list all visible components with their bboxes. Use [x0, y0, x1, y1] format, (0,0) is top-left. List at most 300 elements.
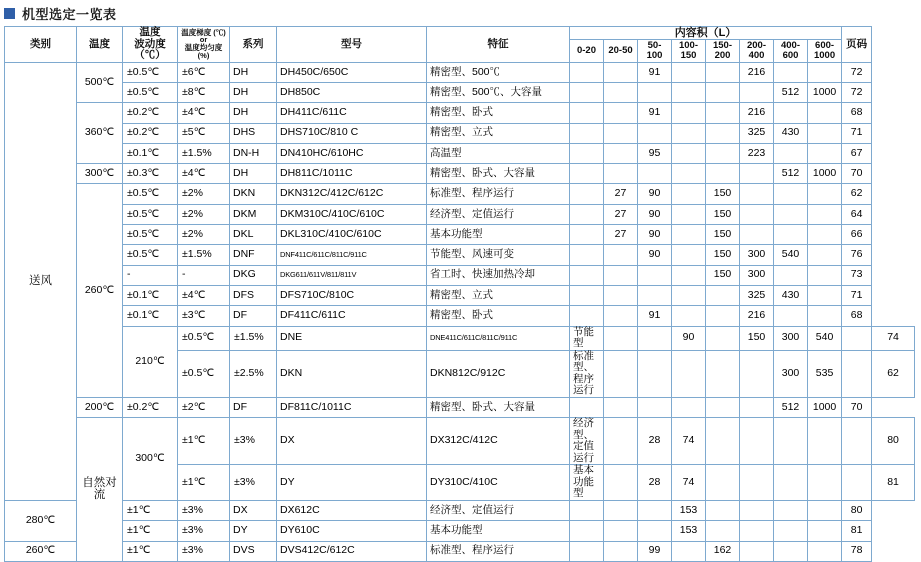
cell-volume-600-1000 [808, 541, 842, 561]
cell-model: DH811C/1011C [277, 164, 427, 184]
cell-series: DHS [230, 123, 277, 143]
table-row [5, 164, 915, 184]
cell-volume-400-600: 540 [774, 245, 808, 265]
cell-volume-150-200 [706, 285, 740, 305]
cell-volume-0-20 [570, 82, 604, 102]
cell-volume-200-400: 300 [740, 245, 774, 265]
cell-volume-50-100: 90 [638, 184, 672, 204]
cell-volume-50-100: 74 [672, 418, 706, 465]
cell-volume-200-400: 300 [740, 265, 774, 285]
cell-volume-100-150 [672, 62, 706, 82]
cell-volume-50-100 [638, 265, 672, 285]
cell-volume-600-1000: 1000 [808, 164, 842, 184]
cell-temperature: 360℃ [77, 103, 123, 164]
cell-volume-400-600 [774, 143, 808, 163]
cell-wave: ±0.2℃ [123, 103, 178, 123]
cell-volume-600-1000 [808, 245, 842, 265]
cell-volume-400-600: 512 [774, 164, 808, 184]
cell-series: DKL [230, 225, 277, 245]
cell-model: DVS412C/612C [277, 541, 427, 561]
cell-model: DKM310C/410C/610C [277, 204, 427, 224]
cell-volume-200-400 [740, 184, 774, 204]
cell-volume-0-20 [570, 500, 604, 520]
cell-uniformity: ±8℃ [178, 82, 230, 102]
cell-volume-0-20 [570, 265, 604, 285]
table-row [5, 500, 915, 520]
cell-wave: ±0.1℃ [123, 285, 178, 305]
cell-wave: ±0.5℃ [123, 62, 178, 82]
cell-wave: ±0.2℃ [123, 397, 178, 417]
cell-volume-150-200: 150 [706, 245, 740, 265]
cell-model: DKG611/611V/811/811V [277, 265, 427, 285]
cell-volume-100-150 [706, 350, 740, 397]
table-row [5, 82, 915, 102]
col-header-feature: 特征 [427, 27, 570, 63]
cell-volume-0-20 [570, 123, 604, 143]
cell-feature: 经济型、定值运行 [427, 500, 570, 520]
cell-page: 80 [872, 418, 915, 465]
col-header-page: 页码 [842, 27, 872, 63]
table-row [5, 418, 915, 465]
cell-volume-0-20 [604, 418, 638, 465]
cell-model: DF411C/611C [277, 306, 427, 326]
square-bullet-icon [4, 8, 15, 19]
cell-volume-150-200 [706, 62, 740, 82]
cell-volume-100-150 [672, 82, 706, 102]
cell-wave: ±1℃ [123, 500, 178, 520]
table-row [5, 265, 915, 285]
cell-volume-400-600 [774, 521, 808, 541]
cell-model: DFS710C/810C [277, 285, 427, 305]
cell-volume-20-50 [604, 285, 638, 305]
cell-volume-150-200: 150 [706, 204, 740, 224]
cell-feature: 节能型、风速可变 [427, 245, 570, 265]
cell-volume-200-400: 300 [774, 326, 808, 350]
cell-volume-600-1000 [842, 350, 872, 397]
cell-wave: ±1℃ [178, 418, 230, 465]
col-header-series: 系列 [230, 27, 277, 63]
cell-volume-150-200 [706, 123, 740, 143]
cell-volume-600-1000 [808, 204, 842, 224]
cell-volume-150-200 [706, 143, 740, 163]
cell-volume-0-20 [570, 306, 604, 326]
cell-model: DN410HC/610HC [277, 143, 427, 163]
cell-volume-400-600 [774, 265, 808, 285]
table-row [5, 541, 915, 561]
cell-uniformity: ±1.5% [178, 143, 230, 163]
cell-feature: 基本功能型 [427, 225, 570, 245]
cell-volume-0-20 [570, 143, 604, 163]
cell-wave: ±0.5℃ [123, 204, 178, 224]
cell-volume-200-400: 325 [740, 123, 774, 143]
cell-uniformity: ±1.5% [230, 326, 277, 350]
cell-series: DH [230, 82, 277, 102]
cell-volume-20-50 [604, 265, 638, 285]
cell-uniformity: ±2℃ [178, 397, 230, 417]
col-header-uniformity-line2: 温度均匀度 (%) [184, 43, 223, 61]
cell-uniformity: ±4℃ [178, 103, 230, 123]
cell-volume-50-100 [638, 82, 672, 102]
cell-model: DNF411C/611C/811C/911C [277, 245, 427, 265]
cell-volume-20-50 [604, 62, 638, 82]
cell-wave: ±1℃ [123, 541, 178, 561]
col-header-volume-200-400: 200-400 [740, 40, 774, 62]
cell-volume-150-200 [740, 465, 774, 501]
cell-volume-400-600: 512 [774, 397, 808, 417]
page-title [0, 0, 921, 26]
col-header-uniformity-line1: 温度梯度 (℃) or [181, 27, 226, 45]
cell-volume-50-100: 90 [638, 225, 672, 245]
table-row [5, 143, 915, 163]
cell-page: 62 [842, 184, 872, 204]
cell-volume-600-1000 [808, 62, 842, 82]
cell-page: 72 [842, 62, 872, 82]
cell-volume-600-1000 [808, 500, 842, 520]
cell-volume-50-100 [638, 285, 672, 305]
table-row [5, 285, 915, 305]
cell-model: DNE411C/611C/811C/911C [427, 326, 570, 350]
col-header-wave-line3: （℃） [134, 49, 166, 62]
cell-page: 62 [872, 350, 915, 397]
cell-volume-150-200 [706, 521, 740, 541]
cell-volume-150-200 [706, 306, 740, 326]
cell-volume-150-200 [740, 418, 774, 465]
cell-volume-100-150 [672, 143, 706, 163]
table-row [5, 184, 915, 204]
cell-page: 76 [842, 245, 872, 265]
cell-volume-600-1000 [808, 123, 842, 143]
cell-model: DH850C [277, 82, 427, 102]
cell-volume-600-1000 [842, 465, 872, 501]
col-header-wave-line1: 温度 [139, 26, 161, 38]
cell-series: DY [230, 521, 277, 541]
cell-volume-20-50 [604, 164, 638, 184]
cell-volume-400-600: 430 [774, 123, 808, 143]
cell-volume-200-400 [774, 465, 808, 501]
cell-feature: 节能型 [570, 326, 604, 350]
cell-wave: ±0.5℃ [178, 350, 230, 397]
cell-page: 68 [842, 306, 872, 326]
table-body [5, 62, 915, 561]
col-header-model: 型号 [277, 27, 427, 63]
cell-volume-50-100: 91 [638, 62, 672, 82]
cell-temperature: 260℃ [77, 184, 123, 397]
cell-uniformity: ±4℃ [178, 285, 230, 305]
cell-volume-20-50 [604, 541, 638, 561]
cell-volume-600-1000 [842, 418, 872, 465]
cell-volume-0-20 [604, 465, 638, 501]
cell-volume-150-200 [706, 164, 740, 184]
cell-volume-20-50 [638, 326, 672, 350]
cell-uniformity: ±3% [230, 418, 277, 465]
col-header-volume-20-50: 20-50 [604, 40, 638, 62]
cell-volume-600-1000 [808, 265, 842, 285]
cell-volume-400-600 [774, 103, 808, 123]
cell-volume-20-50 [604, 143, 638, 163]
cell-volume-200-400 [740, 521, 774, 541]
cell-volume-50-100 [638, 397, 672, 417]
cell-volume-400-600 [808, 465, 842, 501]
cell-volume-200-400: 216 [740, 103, 774, 123]
cell-feature: 标准型、程序运行 [570, 350, 604, 397]
cell-volume-200-400 [740, 82, 774, 102]
cell-series: DKM [230, 204, 277, 224]
cell-volume-200-400: 223 [740, 143, 774, 163]
cell-feature: 精密型、卧式 [427, 306, 570, 326]
cell-volume-600-1000: 1000 [808, 82, 842, 102]
cell-volume-0-20 [570, 62, 604, 82]
cell-model: DX612C [277, 500, 427, 520]
cell-series: DKN [230, 184, 277, 204]
cell-series: DY [277, 465, 427, 501]
cell-page: 78 [842, 541, 872, 561]
cell-feature: 精密型、卧式、大容量 [427, 397, 570, 417]
cell-volume-0-20 [570, 184, 604, 204]
cell-volume-600-1000 [808, 306, 842, 326]
cell-volume-200-400: 325 [740, 285, 774, 305]
cell-page: 64 [842, 204, 872, 224]
cell-volume-100-150 [672, 285, 706, 305]
cell-volume-150-200 [706, 103, 740, 123]
cell-volume-20-50 [638, 350, 672, 397]
cell-page: 71 [842, 285, 872, 305]
cell-volume-150-200 [706, 397, 740, 417]
cell-temperature: 300℃ [77, 164, 123, 184]
cell-series: DN-H [230, 143, 277, 163]
table-row [5, 204, 915, 224]
cell-temperature: 200℃ [77, 397, 123, 417]
cell-series: DX [277, 418, 427, 465]
cell-volume-0-20 [570, 204, 604, 224]
cell-volume-600-1000 [808, 103, 842, 123]
cell-category: 自然对流 [77, 418, 123, 562]
cell-wave: ±0.3℃ [123, 164, 178, 184]
cell-page: 81 [842, 521, 872, 541]
col-header-wave [123, 27, 178, 63]
cell-feature: 经济型、定值运行 [427, 204, 570, 224]
cell-model: DHS710C/810 C [277, 123, 427, 143]
cell-volume-400-600: 430 [774, 285, 808, 305]
cell-volume-0-20 [604, 326, 638, 350]
cell-volume-50-100 [638, 164, 672, 184]
table-row [5, 521, 915, 541]
cell-wave: ±0.5℃ [123, 82, 178, 102]
cell-uniformity: ±4℃ [178, 164, 230, 184]
cell-page: 66 [842, 225, 872, 245]
cell-series: DH [230, 62, 277, 82]
col-header-uniformity [178, 27, 230, 63]
cell-series: DKN [277, 350, 427, 397]
table-row [5, 62, 915, 82]
cell-model: DY310C/410C [427, 465, 570, 501]
col-header-volume-50-100: 50-100 [638, 40, 672, 62]
cell-page: 73 [842, 265, 872, 285]
cell-volume-100-150 [672, 164, 706, 184]
cell-feature: 高温型 [427, 143, 570, 163]
page-title-text: 机型选定一览表 [22, 6, 117, 22]
cell-volume-50-100: 99 [638, 541, 672, 561]
cell-volume-600-1000 [842, 326, 872, 350]
table-row [5, 103, 915, 123]
table-header [5, 27, 915, 63]
cell-volume-100-150: 153 [672, 500, 706, 520]
cell-uniformity: ±3% [178, 500, 230, 520]
cell-volume-150-200 [706, 82, 740, 102]
cell-volume-100-150 [672, 225, 706, 245]
cell-page: 81 [872, 465, 915, 501]
cell-uniformity: ±3% [178, 521, 230, 541]
cell-series: DF [230, 397, 277, 417]
cell-model: DY610C [277, 521, 427, 541]
cell-volume-200-400: 216 [740, 62, 774, 82]
cell-volume-0-20 [570, 521, 604, 541]
cell-wave: ±0.5℃ [123, 245, 178, 265]
cell-volume-100-150 [672, 204, 706, 224]
cell-volume-0-20 [604, 350, 638, 397]
cell-wave: - [123, 265, 178, 285]
cell-volume-50-100: 91 [638, 306, 672, 326]
cell-uniformity: - [178, 265, 230, 285]
cell-volume-50-100 [638, 500, 672, 520]
cell-volume-600-1000 [808, 521, 842, 541]
cell-uniformity: ±2.5% [230, 350, 277, 397]
cell-temperature: 280℃ [5, 500, 77, 541]
cell-temperature: 260℃ [5, 541, 77, 561]
col-header-volume-150-200: 150-200 [706, 40, 740, 62]
col-header-wave-line2: 波动度 [134, 37, 166, 50]
cell-series: DNE [277, 326, 427, 350]
cell-volume-50-100: 90 [638, 204, 672, 224]
cell-volume-0-20 [570, 245, 604, 265]
cell-volume-100-150 [706, 418, 740, 465]
col-header-volume-0-20: 0-20 [570, 40, 604, 62]
cell-feature: 省工时、快速加热冷却 [427, 265, 570, 285]
cell-volume-600-1000 [808, 143, 842, 163]
cell-volume-20-50 [604, 306, 638, 326]
cell-volume-150-200: 150 [706, 225, 740, 245]
cell-uniformity: ±6℃ [178, 62, 230, 82]
table-row [5, 225, 915, 245]
col-header-volume-100-150: 100-150 [672, 40, 706, 62]
cell-volume-400-600 [774, 184, 808, 204]
cell-page: 80 [842, 500, 872, 520]
cell-uniformity: ±2% [178, 204, 230, 224]
cell-volume-20-50 [604, 123, 638, 143]
cell-volume-20-50 [604, 397, 638, 417]
cell-volume-100-150 [672, 541, 706, 561]
cell-volume-100-150: 153 [672, 521, 706, 541]
cell-uniformity: ±5℃ [178, 123, 230, 143]
cell-volume-200-400 [740, 397, 774, 417]
cell-series: DFS [230, 285, 277, 305]
cell-volume-50-100 [638, 521, 672, 541]
col-header-category: 类别 [5, 27, 77, 63]
cell-series: DVS [230, 541, 277, 561]
cell-volume-50-100: 91 [638, 103, 672, 123]
table-row [5, 245, 915, 265]
cell-feature: 基本功能型 [570, 465, 604, 501]
cell-model: DH411C/611C [277, 103, 427, 123]
cell-feature: 标准型、程序运行 [427, 541, 570, 561]
cell-volume-20-50: 28 [638, 465, 672, 501]
cell-volume-20-50: 27 [604, 184, 638, 204]
cell-feature: 精密型、立式 [427, 285, 570, 305]
cell-feature: 经济型、定值运行 [570, 418, 604, 465]
cell-volume-400-600 [774, 62, 808, 82]
cell-model: DH450C/650C [277, 62, 427, 82]
cell-volume-100-150 [672, 265, 706, 285]
cell-series: DH [230, 164, 277, 184]
cell-volume-200-400 [774, 418, 808, 465]
cell-volume-200-400 [740, 225, 774, 245]
cell-model: DKL310C/410C/610C [277, 225, 427, 245]
cell-volume-20-50 [604, 521, 638, 541]
cell-volume-200-400: 300 [774, 350, 808, 397]
cell-volume-150-200: 150 [706, 265, 740, 285]
cell-uniformity: ±3% [178, 541, 230, 561]
cell-temperature: 300℃ [123, 418, 178, 501]
cell-volume-20-50 [604, 500, 638, 520]
cell-volume-50-100 [672, 350, 706, 397]
cell-model: DKN812C/912C [427, 350, 570, 397]
cell-volume-0-20 [570, 541, 604, 561]
cell-volume-400-600: 540 [808, 326, 842, 350]
table-row [5, 306, 915, 326]
cell-volume-150-200: 150 [740, 326, 774, 350]
cell-volume-400-600 [808, 418, 842, 465]
cell-volume-200-400 [740, 500, 774, 520]
cell-volume-50-100: 90 [672, 326, 706, 350]
col-header-volume-400-600: 400-600 [774, 40, 808, 62]
cell-volume-100-150 [672, 306, 706, 326]
cell-page: 70 [842, 397, 872, 417]
cell-volume-50-100: 90 [638, 245, 672, 265]
cell-volume-100-150 [672, 123, 706, 143]
cell-wave: ±0.5℃ [178, 326, 230, 350]
cell-page: 70 [842, 164, 872, 184]
cell-feature: 精密型、500℃、大容量 [427, 82, 570, 102]
table-row [5, 123, 915, 143]
cell-volume-0-20 [570, 225, 604, 245]
cell-volume-20-50 [604, 82, 638, 102]
cell-volume-150-200: 162 [706, 541, 740, 561]
col-header-volume-600-1000: 600-1000 [808, 40, 842, 62]
cell-page: 67 [842, 143, 872, 163]
cell-wave: ±0.1℃ [123, 306, 178, 326]
cell-model: DKN312C/412C/612C [277, 184, 427, 204]
cell-series: DF [230, 306, 277, 326]
cell-wave: ±1℃ [178, 465, 230, 501]
cell-volume-100-150 [706, 326, 740, 350]
cell-series: DNF [230, 245, 277, 265]
cell-temperature: 500℃ [77, 62, 123, 103]
cell-feature: 精密型、卧式、大容量 [427, 164, 570, 184]
cell-wave: ±1℃ [123, 521, 178, 541]
cell-volume-600-1000 [808, 184, 842, 204]
cell-wave: ±0.5℃ [123, 184, 178, 204]
cell-temperature: 210℃ [123, 326, 178, 397]
cell-category: 送风 [5, 62, 77, 500]
cell-volume-400-600: 535 [808, 350, 842, 397]
cell-volume-100-150 [672, 184, 706, 204]
cell-model: DF811C/1011C [277, 397, 427, 417]
cell-volume-400-600 [774, 541, 808, 561]
cell-volume-100-150 [672, 103, 706, 123]
cell-series: DX [230, 500, 277, 520]
cell-volume-20-50: 27 [604, 225, 638, 245]
cell-uniformity: ±3% [230, 465, 277, 501]
model-selection-table [4, 26, 915, 562]
